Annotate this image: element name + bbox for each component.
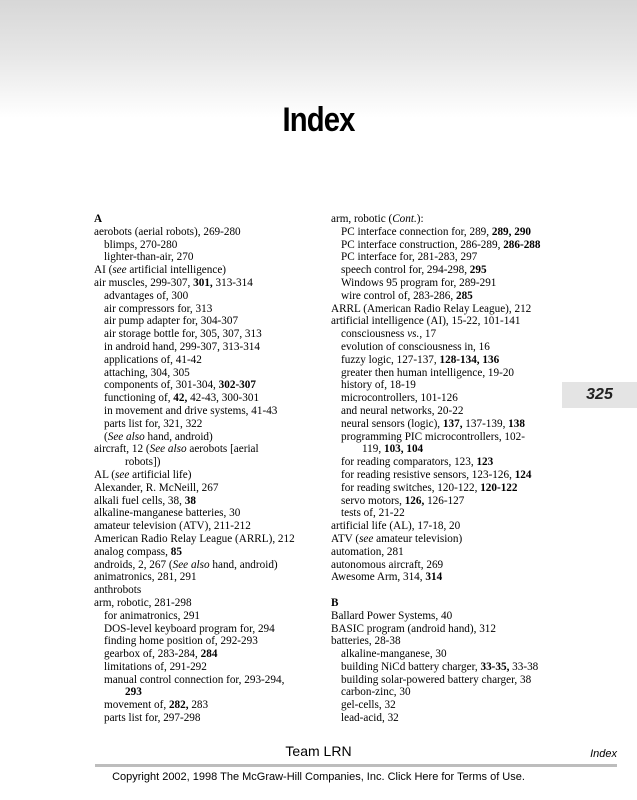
index-entry-text: 120-122 [480,481,518,494]
index-entry [94,635,309,648]
index-entry [331,686,556,699]
index-entry [94,341,309,354]
index-letter-heading [94,213,309,226]
index-entry [331,443,556,456]
index-entry-text: air muscles, 299-307, [94,276,194,289]
index-entry [94,264,309,277]
index-letter-heading [331,597,556,610]
index-entry-text: lead-acid, 32 [341,712,399,725]
index-entry-text: 119, [362,443,384,456]
index-entry [94,392,309,405]
index-entry-text: see [115,468,130,481]
index-entry-text: anthrobots [94,584,142,597]
index-entry-text: alkaline-manganese batteries, 30 [94,507,241,520]
index-entry-text: 137, [442,417,463,430]
index-entry-text: 293 [125,686,142,699]
index-entry-text: advantages of, 300 [104,289,189,302]
index-entry [94,431,309,444]
index-entry-text: 284 [200,648,218,661]
index-entry-text: , 17 [419,328,437,341]
index-entry-text: neural sensors (logic), [341,417,443,430]
index-entry-text: lighter-than-air, 270 [104,251,194,264]
index-entry [331,392,556,405]
index-entry [94,648,309,661]
index-entry [94,520,309,533]
index-entry [331,482,556,495]
index-entry-text: blimps, 270-280 [104,238,178,251]
index-entry-text: 314 [425,571,443,584]
team-label: Team LRN [285,743,352,759]
index-entry-text: arm, robotic ( [331,213,393,225]
index-entry-text: PC interface connection for, 289, [341,225,492,238]
index-entry [94,597,309,610]
index-entry-text: 42, [173,392,188,405]
index-entry-text: 285 [455,289,473,302]
index-entry-text: autonomous aircraft, 269 [331,558,444,571]
index-entry [94,686,309,699]
index-entry-text: 123 [476,456,494,469]
index-entry [331,674,556,687]
index-entry-text: 42-43, 300-301 [187,392,260,405]
index-entry-text: 137-139, [462,417,509,430]
index-entry-text: consciousness [341,328,408,341]
index-entry-text: applications of, 41-42 [104,353,202,366]
index-entry-text: history of, 18-19 [341,379,416,392]
index-entry [94,315,309,328]
index-entry [331,635,556,648]
page-title: Index [282,101,355,139]
index-entry [94,443,309,456]
index-entry [331,469,556,482]
index-entry [94,469,309,482]
index-entry [331,431,556,444]
index-entry [94,674,309,687]
index-entry [94,405,309,418]
index-entry [94,546,309,559]
index-entry [331,712,556,725]
index-entry-text: ATV ( [331,532,360,545]
index-entry-text: androids, 2, 267 ( [94,558,173,571]
index-entry-text: See also [107,430,145,443]
index-entry-text: 126-127 [424,494,465,507]
index-entry [94,623,309,636]
index-entry-text: attaching, 304, 305 [104,366,190,379]
index-entry-text: movement of, [104,699,169,712]
index-entry-text: functioning of, [104,392,174,405]
index-entry-text: 33-38 [509,660,539,673]
index-entry [331,418,556,431]
index-entry-text: PC interface for, 281-283, 297 [341,251,478,264]
index-entry [331,546,556,559]
index-entry-text: parts list for, 297-298 [104,712,201,725]
index-entry [94,239,309,252]
index-entry [331,456,556,469]
index-entry-text: ): [416,213,424,225]
index-entry [331,213,556,226]
index-entry-text: vs. [407,328,420,341]
index-entry-text: Awesome Arm, 314, [331,571,426,584]
index-entry-text: automation, 281 [331,545,404,558]
index-entry-text: tests of, 21-22 [341,507,405,520]
index-entry-text: air compressors for, 313 [104,302,213,315]
index-entry [331,623,556,636]
index-entry-text: BASIC program (android hand), 312 [331,622,496,635]
index-entry-text: Cont. [392,213,417,225]
index-entry-text: 85 [170,545,182,558]
index-entry-text: artificial intelligence (AI), 15-22, 101-141 [331,315,521,328]
index-entry-text: for reading comparators, 123, [341,456,477,469]
index-entry [331,264,556,277]
index-entry [94,712,309,725]
index-entry-text: 33-35, [480,660,510,673]
index-entry-text: see [112,264,127,277]
index-entry [94,226,309,239]
index-entry [331,341,556,354]
index-entry-text: carbon-zinc, 30 [341,686,411,699]
index-entry-text: artificial intelligence) [126,264,227,277]
index-entry-text: 313-314 [212,276,253,289]
index-entry [331,315,556,328]
index-entry [94,354,309,367]
index-entry-text: analog compass, [94,545,171,558]
index-entry [94,290,309,303]
index-entry-text: building solar-powered battery charger, 38 [341,673,532,686]
index-entry-text: and neural networks, 20-22 [341,404,464,417]
index-entry-text: for animatronics, 291 [104,609,201,622]
index-entry [94,328,309,341]
index-entry-text: fuzzy logic, 127-137, [341,353,440,366]
index-entry [94,303,309,316]
index-entry-text: 286-288 [503,238,541,251]
index-entry-text: gel-cells, 32 [341,699,396,712]
index-entry-text: 128-134, 136 [439,353,500,366]
index-entry [331,495,556,508]
index-entry [331,328,556,341]
index-entry-text: programming PIC microcontrollers, 102- [341,430,525,443]
index-entry-text: See also [172,558,210,571]
index-entry [94,661,309,674]
index-entry-text: building NiCd battery charger, [341,660,481,673]
index-entry [331,354,556,367]
footer-rule [95,764,617,767]
index-entry-text: speech control for, 294-298, [341,264,470,277]
index-entry [94,507,309,520]
index-entry-text: DOS-level keyboard program for, 294 [104,622,275,635]
index-entry-text: for reading switches, 120-122, [341,481,481,494]
index-entry [94,584,309,597]
index-entry [94,418,309,431]
index-entry-text: 126, [404,494,425,507]
index-entry-text: 302-307 [218,379,256,392]
index-entry-text: evolution of consciousness in, 16 [341,340,490,353]
index-entry [94,571,309,584]
index-entry-text: A [94,213,103,225]
index-entry-text: for reading resistive sensors, 123-126, [341,468,515,481]
index-entry [331,520,556,533]
index-entry [331,559,556,572]
index-entry-text: arm, robotic, 281-298 [94,596,192,609]
index-entry-text: AL ( [94,468,116,481]
index-entry-text: 124 [514,468,532,481]
index-entry-text: Alexander, R. McNeill, 267 [94,481,219,494]
index-entry-text: 301, [193,276,213,289]
index-entry [331,226,556,239]
index-entry [94,367,309,380]
index-entry-text: hand, android) [209,558,278,571]
index-entry [94,277,309,290]
index-entry-text: in android hand, 299-307, 313-314 [104,340,260,353]
index-entry [331,303,556,316]
index-entry [331,379,556,392]
page-number-tab: 325 [562,382,637,408]
index-entry-text: 282, [168,699,189,712]
index-entry-text: PC interface construction, 286-289, [341,238,504,251]
index-entry-text: wire control of, 283-286, [341,289,456,302]
index-entry-text: AI ( [94,264,113,277]
index-entry [94,495,309,508]
index-entry-text: 138 [508,417,525,430]
index-entry-text: greater then human intelligence, 19-20 [341,366,515,379]
index-entry-text: ( [104,430,108,443]
index-entry-text: batteries, 28-38 [331,635,401,648]
index-entry-text: aerobots [aerial [186,443,259,456]
index-entry [94,482,309,495]
index-entry-text: robots]) [125,456,161,469]
index-entry-text: artificial life (AL), 17-18, 20 [331,520,461,533]
index-entry-text: hand, android) [144,430,213,443]
index-entry [331,251,556,264]
index-entry [331,648,556,661]
index-entry-text: finding home position of, 292-293 [104,635,258,648]
index-entry [331,661,556,674]
index-entry-text: Ballard Power Systems, 40 [331,609,453,622]
index-entry-text: 295 [469,264,487,277]
index-entry-text: amateur television (ATV), 211-212 [94,520,251,533]
index-entry-text: components of, 301-304, [104,379,219,392]
index-entry [331,239,556,252]
index-spacer [331,584,556,597]
index-entry [94,533,309,546]
index-entry [94,610,309,623]
index-entry-text: see [359,532,374,545]
index-entry [94,559,309,572]
index-entry-text: aircraft, 12 ( [94,443,150,456]
index-entry-text: 38 [184,494,196,507]
index-entry [94,379,309,392]
index-entry-text: parts list for, 321, 322 [104,417,203,430]
index-entry [94,699,309,712]
running-footer: Index [590,748,617,760]
index-entry [94,251,309,264]
index-entry-text: in movement and drive systems, 41-43 [104,404,278,417]
index-entry-text: alkali fuel cells, 38, [94,494,185,507]
index-entry-text: See also [149,443,187,456]
index-entry [331,699,556,712]
index-entry [331,571,556,584]
index-column-left [94,213,309,725]
index-entry-text: air storage bottle for, 305, 307, 313 [104,328,262,341]
copyright-link[interactable]: Copyright 2002, 1998 The McGraw-Hill Companies, Inc. Click Here for Terms of Use. [112,771,525,783]
index-entry-text: American Radio Relay League (ARRL), 212 [94,532,295,545]
index-entry-text: artificial life) [129,468,192,481]
index-entry [331,290,556,303]
index-entry-text: servo motors, [341,494,405,507]
index-entry-text: ARRL (American Radio Relay League), 212 [331,302,532,315]
index-entry-text: 289, 290 [491,225,532,238]
index-entry-text: 103, 104 [383,443,424,456]
index-entry [331,507,556,520]
index-entry-text: limitations of, 291-292 [104,660,207,673]
index-entry-text: manual control connection for, 293-294, [104,673,285,686]
index-entry-text: air pump adapter for, 304-307 [104,315,239,328]
index-entry [331,367,556,380]
index-entry [94,456,309,469]
index-entry [331,610,556,623]
index-entry-text: B [331,596,339,609]
index-column-right [331,213,556,725]
index-entry [331,533,556,546]
index-entry-text: microcontrollers, 101-126 [341,392,458,405]
index-entry [331,277,556,290]
index-entry-text: Windows 95 program for, 289-291 [341,276,497,289]
index-entry-text: 283 [188,699,209,712]
index-entry-text: gearbox of, 283-284, [104,648,201,661]
index-entry-text: alkaline-manganese, 30 [341,648,447,661]
index-entry-text: amateur television) [373,532,463,545]
index-entry-text: aerobots (aerial robots), 269-280 [94,225,241,238]
index-entry-text: animatronics, 281, 291 [94,571,197,584]
index-entry [331,405,556,418]
